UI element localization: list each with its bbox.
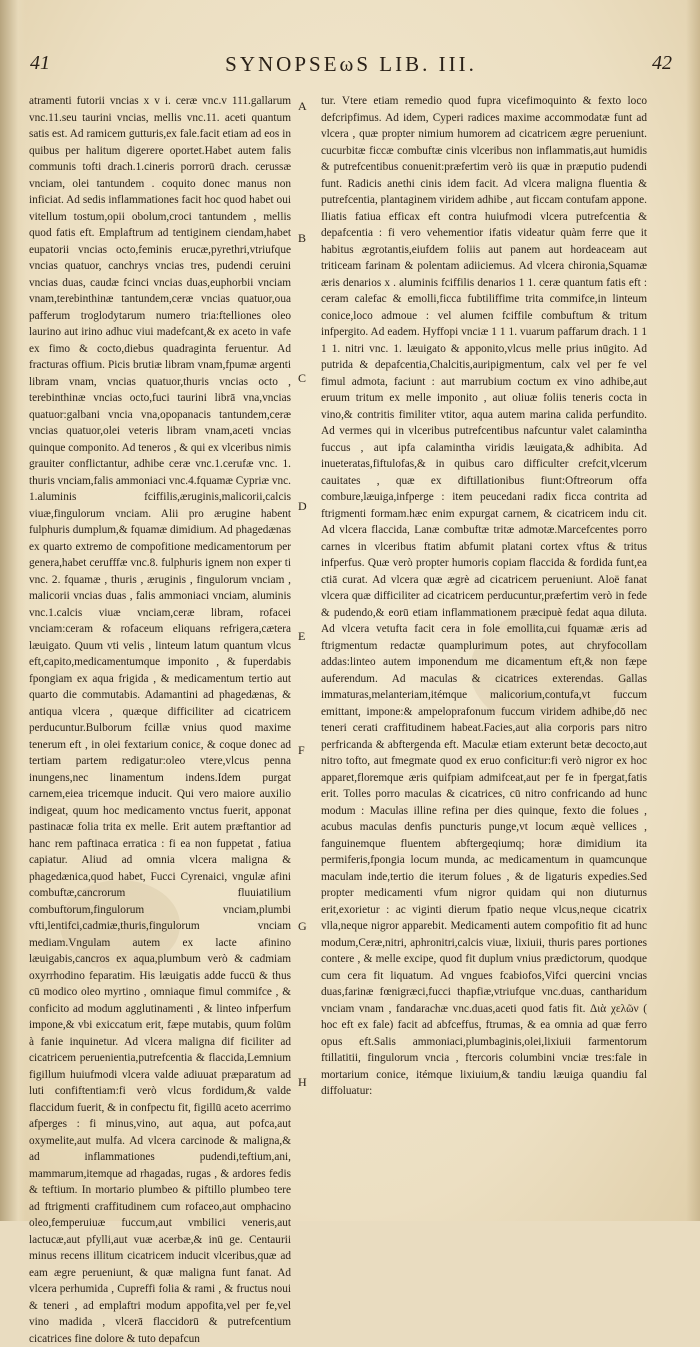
section-marker-g: G <box>298 919 307 933</box>
page-edge-shadow <box>686 0 700 1221</box>
running-header <box>30 52 672 92</box>
section-marker-d: D <box>298 499 307 513</box>
section-marker-f: F <box>298 743 305 757</box>
page-number-left: 41 <box>30 52 50 74</box>
section-marker-h: H <box>298 1075 307 1089</box>
section-marker-b: B <box>298 231 307 245</box>
text-column-left <box>29 93 291 1345</box>
book-spine-shadow <box>0 0 26 1221</box>
section-markers <box>292 93 320 1113</box>
section-marker-c: C <box>298 371 307 385</box>
running-title: SYNOPSEωS LIB. III. <box>225 52 477 76</box>
text-column-right <box>321 93 647 1113</box>
page-number-right: 42 <box>652 52 672 74</box>
left-column-text: atramenti futorii vncias x v i. ceræ vnc.v 111.gallarum vnc.11.seu taurini vncias, mellis vnc.11. aceti quantum satis est. Ad ramicem gutturis,ex fale.facit etiam ad eos in quibus per halitum digerere oportet.Habet autem falis communis tofti drach.1.cineris porrorū drach. cerussæ vnciam, olei tantundem . coquito donec manus non inficiat. Ad sedis inflammationes facit hoc quod habet oui vitellum tostum,opii obolum,croci tantundem , mellis quod fatis eft. Emplaftrum ad tentiginem ciendam,habet eupatorii vncias octo,feminis erucæ,pyrethri,vtriufque vncias quatuor, canchrys vncias tres, pudendi ceruini vncias duas, caudæ fcinci vncias duas,euphorbii vnciam vnam,terebinthinæ tantundem,ceræ vncias quatuor,oua pafferum troglodytarum numero tria:ftelliones oleo laurino aut irino adhuc viui madefcant,& ex aceto in vafe ex fimo & cocto,diebus quadraginta feruentur. Ad fracturas offium. Picis brutiæ libram vnam,fpumæ argenti libram vnam, vncias quatuor,thuris vncias octo , terebinthinæ vncias octo,fuci taurini librā vna,vncias quatuor:galbani vncia vna,opopanacis tantundem,ceræ vncias quatuor,olei veteris libram vnam,aceti vncias quinque componito. Ad teneros , & qui ex vlceribus nimis grauiter conflictantur, adhibe ceræ vnc.1.cerufæ vnc. 1. thuris vnciam,falis ammoniaci vnc.4.fquamæ Cypriæ vnc. 1.aluminis fciffilis,æruginis,malicorii,calcis viuæ,fingulorum vnciam. Alii pro ærugine habent fulphuris dumplum,& fquamæ dimidium. Ad phagedænas ex quarto extremo de compofitione medicamentorum per genera,habet cerufffæ vnc.8. fulphuris ignem non exper ti vnc. 2. fquamæ , thuris , æruginis , fingulorum vnciam , malicorii vncias duas , falis ammoniaci vnciam, aluminis vnc.1.calcis viuæ vnciam,ceræ libram, rofacei vnciam:ceram & rofaceum eliquans refrigera,cætera læuigato. Quum vti velis , linteum latum quantum vlcus eft,capito,medicamentumque imponito , & fuperdabis fpongiam ex aqua frigida , & medicamentum tertio aut quarto die commutabis. Adamantini ad phagedænas, & antiqua vlcera , quæque difficiliter ad cicatricem perducuntur.Bulborum fcillæ vnius quod maxime tenerum eft , in olei fextarium conicε, & coque donec ad tertiam partem redigatur:oleo vtere,vlcus penna inungens,nec linamentum indens.Idem purgat carnem,eiea tricemque inducit. Qui vero maiore auxilio indigeat, quum hoc medicamento vnctus fuerit, apponat pastinacæ folia trita ex melle. Erit autem præftantior ad hanc rem paftinaca erratica : fi ea non fuppetat , fatiua capiatur. Aliud ad omnia vlcera maligna & phagedænica,quod habet, Fucci Cyrenaici, vngulæ afini combuftæ,cancrorum fluuiatilium combuftorum,fingulorum vnciam,plumbi vfti,lentifci,cadmiæ,thuris,fingulorum vnciam mediam.Vngulam autem ex lacte afinino læuigabis,cancros ex aqua,plumbum verò & cadmiam oxyrrhodino feparatim. His læuigatis adde fuccū & thus cū modico oleo myrtino , omniaque fimul commifce , & conficito ad modum agglutinamenti , & linteo infperfum impone,& vbi exiccatum erit, fæpe mutabis, quum folūm à fanie inquinetur. Ad vlcera maligna dif ficiliter ad cicatricem peruenientia,putrefcentia & flaccida,Lemnium figillum huiufmodi vlcera valde adiuuat præparatum ad luti confiftentiam:fi verò vlcus fordidum,& valde flaccidum fuerit, & in confpectu fit, figillū aceto acerrimo afperges : fi minus,vino, aut aqua, aut pofca,aut oxymelite,aut mulfa. Ad vlcera carcinode & maligna,& ad inflammationes pudendi,teftium,ani, mammarum,itemque ad rhagadas, rugas , & ardores fedis & teftium. In mortario plumbeo & piftillo plumbeo tere ad ftrigmenti craffitudinem cum rofaceo,aut omphacino oleo,femperuiuæ fuccum,aut vmbilici veneris,aut lactucæ,aut pfylli,aut vuæ acerbæ,& inū ge. Centaurii minus recens illitum cicatricem inducit vlceribus,quæ ad eam ægre perueniunt, & quæ maligna funt fanat. Ad vlcera perhumida , Cupreffi folia & rami , & fructus noui & teneri , ad emplaftri modum appofita,vel per fe,vel vino madida , vlcerā flaccidorū & putrefcentium cicatrices fine dolore & tuto depafcun <box>29 95 291 1345</box>
section-marker-a: A <box>298 99 307 113</box>
section-marker-e: E <box>298 629 306 643</box>
right-column-text: tur. Vtere etiam remedio quod fupra vicefimoquinto & fexto loco defcripfimus. Ad idem, Cyperi radices maxime accommodatæ funt ad vlcera , quæ propter nimium humorem ad cicatricem ægre perueniunt. cucurbitæ ficcæ combuftæ cinis vlceribus non inflammatis,aut humidis & putrefcentibus conuenit:præfertim verò iis quæ in præputio pudendi funt. Radicis anethi cinis idem facit. Ad vlcera maligna fluentia & putrefcentia, plantaginem viridem adhibe , aut ficcam contufam appone. Iliatis fatiua efficax eft contra huiufmodi vlcera putrefcentia & depafcentia : fi vero vehementior ifatis videatur quàm ferre que it habitus ægrotantis,eiufdem foliis aut panem aut hordeaceam aut triticeam farinam & polentam adiiciemus. Ad vlcera chironia,Squamæ æris denarios x . aluminis fciffilis denarios 1 1. ceræ quantum fatis eft : ceram calefac & emolli,ficca fubtiliffime trita commifce,in linteum conice,loco admoue : vel alumen fciffile combuftum & tritum infpergito. Ad eadem. Hyffopi vnciæ 1 1 1. vuarum paffarum drach. 1 1 1 1. nitri vnc. 1. læuigato & apponito,vlcus melle prius inūgito. Ad putrida & depafcentia,Chalcitis,auripigmentum, calx vel per fe vel fimul admota, faciunt : aut marrubium coctum ex vino adhibe,aut eruum tritum ex melle imponito , aut oliuæ foliis teneris cocta in vino,& contritis fimiliter vtitor, aqua autem marina calida perfundito. Ad vermes qui in vlceribus putrefcentibus nafcuntur valet calamintha fuccus , aut ipfa calamintha viridis læuigata,& adhibita. Ad inueteratas,fiftulofas,& in quibus caro difficulter crefcit,vlcerum cauitates , quæ ex diftillationibus fiunt:Oftreorum offa combure,læuiga,infperge : item peucedani radix ficca contrita ad ftrigmenti formam.hæc enim expurgat carnem, & cicatricem indu cit. Ad vlcera flaccida, Lanæ combuftæ tritæ admotæ.Marcefcentes porro carnes in vlceribus ftatim abfumit platani cortex vftus & tritus infperfus. Quæ verò propter humoris copiam flaccida & fordida funt,ea ctiā curat. Ad vlcera quæ ægrè ad cicatricem perueniunt. Aloë fanat vlcera quæ difficiliter ad cicatricem perducuntur,præfertim verò in fede & pudendo,& eorū etiam inflammationem præcipuè fedat aqua diluta. Ad vlcera vetufta facit cera in fole emollita,cui fquamæ æris ad ftrigmentum redactæ quamplurimum potes, aut chryfocollam addas:linteo autem imponendum me dicamentum eft,& non fæpe auferendum. Ad maculas & cicatrices exterendas. Gallas immaturas,melanteriam,itémque malicorium,contufa,vt fuccum emittant, impone:& ampeloprafonum fuccum viridem adhibe,dō nec teneri cerati craffitudinem habeat.Facies,aut alia corporis pars nitro perfricanda & abftergenda eft. Maculæ etiam exterunt betæ decocto,aut nitro tofto, aut fmegmate quod ex eruo conficitur:fi verò nigror ex hoc apparet,floremque æris quifpiam admifceat,aut per fe in fpergat,fatis erit. Tolles porro maculas & cicatrices, cū nitro confricando ad hunc modum : Maculas illine refina per dies quinque, fexto die folues , acubus maculas denfis puncturis punge,vt locum æquè vellices , fanguinemque fluentem abftergeqiumq; horæ dimidium ita permiferis,fpongia locum munda, ac medicamentum in quamcunque maculam inde,tertio die iterum folues , & de ligaturis expedies.Sed propter medicamenti vfum nigror quidam qui non diuturnus erit,exorietur : ac viginti dierum fpatio neque vlcus,neque cicatrix vlla,neque nigror apparebit. Medicamenti autem compofitio fit ad hunc modum,Ceræ,nitri, aphronitri,calcis viuæ, lixiuii, thuris pares portiones contere , & melle excipe, quod fit duplum vnius prædictorum, quodque cum cera fit liquatum. Ad vngues fcabiofos,Vifci quercini vncias duas,farinæ fœnigræci,fucci thapfiæ,vtriufque vnc.duas, cantharidum vnciam vnam , fandarachæ vnc.duas,aceti quod fatis fit. Διὰ χελῶν ( hoc eft ex fale) facit ad abfceffus, ftrumas, & ea omnia ad quæ ferro opus eft.Salis ammoniaci,plumbaginis,olei,lixiuii farmentorum ftillatitii, fingulorum vncia , ftercoris columbini vnciæ tres:fale in mortarium conice, itémque lixiuium,& tandiu læuiga quandiu fal diffoluatur: <box>321 95 647 1097</box>
